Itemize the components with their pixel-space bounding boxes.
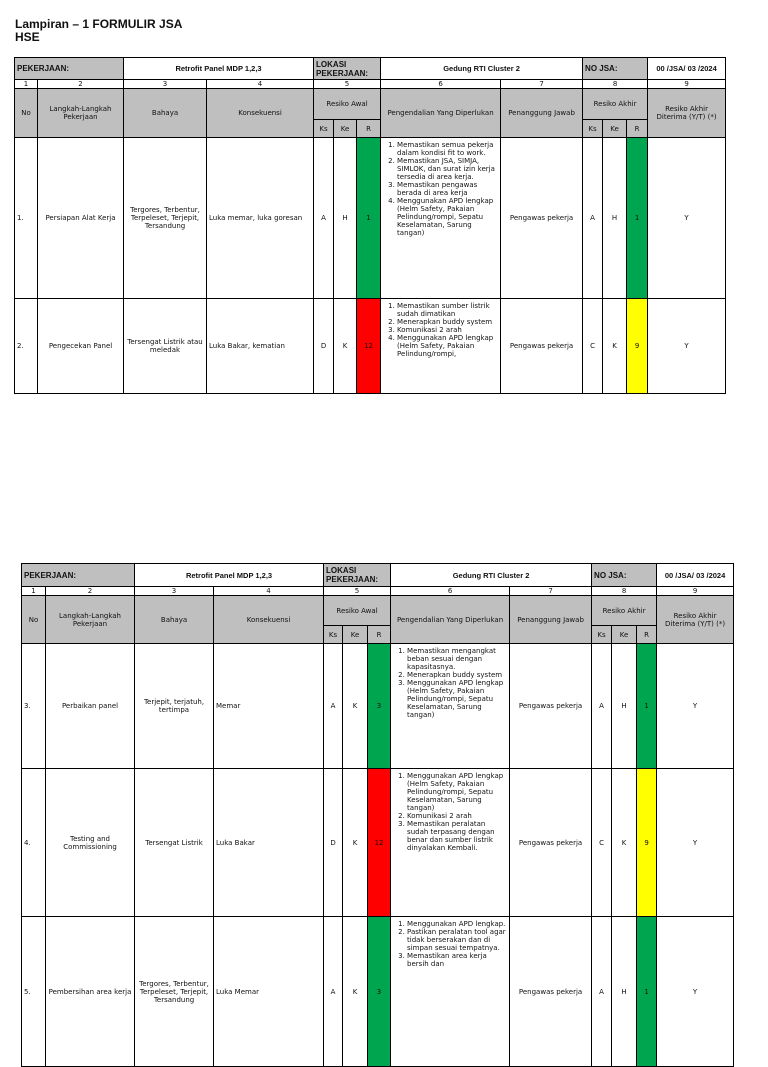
controls-list [393,647,507,719]
initial-risk-cell: 12 [368,769,391,917]
control-item: 2. Menerapkan buddy system [397,318,498,326]
controls-list [383,141,498,237]
step-cell: Perbaikan panel [46,644,135,769]
controls-wrap [393,917,507,968]
nojsa-label: NO JSA: [583,58,648,80]
col-number: 1 [22,587,46,596]
controls-wrap [383,138,498,237]
control-item: 2. Memastikan JSA, SIMJA, SIMLOK, dan surat izin kerja tersedia di area kerja. [397,157,498,181]
controls-cell [391,917,510,1067]
col-header-r: R [627,120,648,138]
final-risk-cell: 1 [637,917,657,1067]
col-number: 8 [583,80,648,89]
controls-wrap [393,644,507,719]
control-item: 1. Menggunakan APD lengkap (Helm Safety, Pakaian Pelindung/rompi, Sepatu Keselamatan, Sarung tangan) [407,772,507,812]
col-header-ke: Ke [334,120,357,138]
col-header-bahaya: Bahaya [124,89,207,138]
col-number: 3 [124,80,207,89]
consequence-cell: Memar [214,644,324,769]
col-header-ks: Ks [314,120,334,138]
responsible-cell: Pengawas pekerja [501,299,583,394]
initial-ks-cell: A [324,644,343,769]
controls-cell [391,769,510,917]
col-number: 4 [207,80,314,89]
initial-ks-cell: A [324,917,343,1067]
step-cell: Testing and Commissioning [46,769,135,917]
final-ks-cell: C [583,299,603,394]
col-number: 9 [657,587,734,596]
col-number: 2 [38,80,124,89]
nojsa-label: NO JSA: [592,564,657,587]
col-number: 2 [46,587,135,596]
pekerjaan-value: Retrofit Panel MDP 1,2,3 [124,58,314,80]
initial-risk-cell: 12 [357,299,381,394]
col-number: 7 [510,587,592,596]
document-title [15,18,182,44]
lokasi-label: LOKASI PEKERJAAN: [314,58,381,80]
col-header-resiko-akhir: Resiko Akhir [583,89,648,120]
initial-ks-cell: D [314,299,334,394]
col-number: 5 [324,587,391,596]
step-cell: Pengecekan Panel [38,299,124,394]
col-number: 9 [648,80,726,89]
col-header-resiko-awal: Resiko Awal [314,89,381,120]
responsible-cell: Pengawas pekerja [510,917,592,1067]
row-number: 2. [15,299,38,394]
col-header-penanggung-jawab: Penanggung Jawab [510,596,592,644]
consequence-cell: Luka Memar [214,917,324,1067]
initial-risk-cell: 3 [368,644,391,769]
col-header-resiko-awal: Resiko Awal [324,596,391,626]
col-header-ke: Ke [343,626,368,644]
table-row [22,769,734,917]
col-header-langkah: Langkah-Langkah Pekerjaan [46,596,135,644]
initial-ke-cell: K [334,299,357,394]
consequence-cell: Luka Bakar, kematian [207,299,314,394]
hazard-cell: Terjepit, terjatuh, tertimpa [135,644,214,769]
responsible-cell: Pengawas pekerja [510,644,592,769]
control-item: 2. Pastikan peralatan tool agar tidak berserakan dan di simpan sesuai tempatnya. [407,928,507,952]
table-row [15,138,726,299]
initial-ke-cell: H [334,138,357,299]
final-ks-cell: C [592,769,612,917]
pekerjaan-label: PEKERJAAN: [22,564,135,587]
initial-ke-cell: K [343,917,368,1067]
table-row [22,644,734,769]
final-ke-cell: K [612,769,637,917]
col-number: 8 [592,587,657,596]
control-item: 1. Menggunakan APD lengkap. [407,920,507,928]
col-number: 1 [15,80,38,89]
hazard-cell: Tergores, Terbentur, Terpeleset, Terjepit, Tersandung [135,917,214,1067]
final-ke-cell: H [612,644,637,769]
initial-ke-cell: K [343,769,368,917]
control-item: 3. Memastikan area kerja bersih dan [407,952,507,968]
col-number: 3 [135,587,214,596]
control-item: 3. Komunikasi 2 arah [397,326,498,334]
accepted-cell: Y [657,769,734,917]
step-cell: Persiapan Alat Kerja [38,138,124,299]
pekerjaan-value: Retrofit Panel MDP 1,2,3 [135,564,324,587]
col-header-langkah: Langkah-Langkah Pekerjaan [38,89,124,138]
control-item: 2. Menerapkan buddy system [407,671,507,679]
col-number: 4 [214,587,324,596]
col-header-bahaya: Bahaya [135,596,214,644]
control-item: 3. Memastikan peralatan sudah terpasang dengan benar dan sumber listrik dinyalakan Kembali. [407,820,507,852]
control-item: 2. Komunikasi 2 arah [407,812,507,820]
col-number: 6 [381,80,501,89]
hazard-cell: Tergores, Terbentur, Terpeleset, Terjepit, Tersandung [124,138,207,299]
controls-list [383,302,498,358]
hazard-cell: Tersengat Listrik [135,769,214,917]
col-number: 7 [501,80,583,89]
col-header-resiko-akhir: Resiko Akhir [592,596,657,626]
row-number: 1. [15,138,38,299]
accepted-cell: Y [657,917,734,1067]
col-header-r: R [357,120,381,138]
consequence-cell: Luka memar, luka goresan [207,138,314,299]
col-header-r: R [637,626,657,644]
jsa-table-1 [14,57,726,394]
row-number: 4. [22,769,46,917]
control-item: 3. Memastikan pengawas berada di area kerja [397,181,498,197]
col-header-no: No [15,89,38,138]
controls-list [393,772,507,852]
responsible-cell: Pengawas pekerja [501,138,583,299]
initial-ks-cell: A [314,138,334,299]
controls-cell [381,138,501,299]
row-number: 5. [22,917,46,1067]
accepted-cell: Y [648,299,726,394]
controls-wrap [393,769,507,852]
final-ks-cell: A [583,138,603,299]
col-header-konsekuensi: Konsekuensi [207,89,314,138]
nojsa-value: 00 /JSA/ 03 /2024 [648,58,726,80]
controls-cell [381,299,501,394]
initial-ks-cell: D [324,769,343,917]
initial-risk-cell: 1 [357,138,381,299]
title-line-2: HSE [15,30,40,44]
row-number: 3. [22,644,46,769]
control-item: 3. Menggunakan APD lengkap (Helm Safety, Pakaian Pelindung/rompi, Sepatu Keselamatan, Sarung tangan) [407,679,507,719]
col-header-r: R [368,626,391,644]
col-number: 5 [314,80,381,89]
table-row [15,299,726,394]
initial-ke-cell: K [343,644,368,769]
lokasi-value: Gedung RTI Cluster 2 [381,58,583,80]
col-header-no: No [22,596,46,644]
pekerjaan-label: PEKERJAAN: [15,58,124,80]
col-number: 6 [391,587,510,596]
col-header-ke: Ke [603,120,627,138]
final-ks-cell: A [592,644,612,769]
col-header-ke: Ke [612,626,637,644]
final-risk-cell: 9 [637,769,657,917]
col-header-diterima: Resiko Akhir Diterima (Y/T) (*) [657,596,734,644]
col-header-konsekuensi: Konsekuensi [214,596,324,644]
final-ks-cell: A [592,917,612,1067]
final-ke-cell: H [612,917,637,1067]
control-item: 1. Memastikan mengangkat beban sesuai dengan kapasitasnya. [407,647,507,671]
consequence-cell: Luka Bakar [214,769,324,917]
controls-list [393,920,507,968]
controls-wrap [383,299,498,358]
col-header-ks: Ks [583,120,603,138]
final-risk-cell: 1 [637,644,657,769]
col-header-diterima: Resiko Akhir Diterima (Y/T) (*) [648,89,726,138]
final-risk-cell: 9 [627,299,648,394]
step-cell: Pembersihan area kerja [46,917,135,1067]
jsa-table-2 [21,563,734,1067]
col-header-ks: Ks [324,626,343,644]
final-ke-cell: H [603,138,627,299]
accepted-cell: Y [657,644,734,769]
final-risk-cell: 1 [627,138,648,299]
title-line-1: Lampiran – 1 FORMULIR JSA [15,17,183,31]
hazard-cell: Tersengat Listrik atau meledak [124,299,207,394]
control-item: 4. Menggunakan APD lengkap (Helm Safety, Pakaian Pelindung/rompi, Sepatu Keselamatan, Sarung tangan) [397,197,498,237]
lokasi-value: Gedung RTI Cluster 2 [391,564,592,587]
controls-cell [391,644,510,769]
control-item: 1. Memastikan sumber listrik sudah dimatikan [397,302,498,318]
col-header-pengendalian: Pengendalian Yang Diperlukan [381,89,501,138]
col-header-pengendalian: Pengendalian Yang Diperlukan [391,596,510,644]
col-header-ks: Ks [592,626,612,644]
control-item: 1. Memastikan semua pekerja dalam kondisi fit to work. [397,141,498,157]
table-row [22,917,734,1067]
lokasi-label: LOKASI PEKERJAAN: [324,564,391,587]
responsible-cell: Pengawas pekerja [510,769,592,917]
nojsa-value: 00 /JSA/ 03 /2024 [657,564,734,587]
final-ke-cell: K [603,299,627,394]
col-header-penanggung-jawab: Penanggung Jawab [501,89,583,138]
accepted-cell: Y [648,138,726,299]
initial-risk-cell: 3 [368,917,391,1067]
control-item: 4. Menggunakan APD lengkap (Helm Safety, Pakaian Pelindung/rompi, [397,334,498,358]
